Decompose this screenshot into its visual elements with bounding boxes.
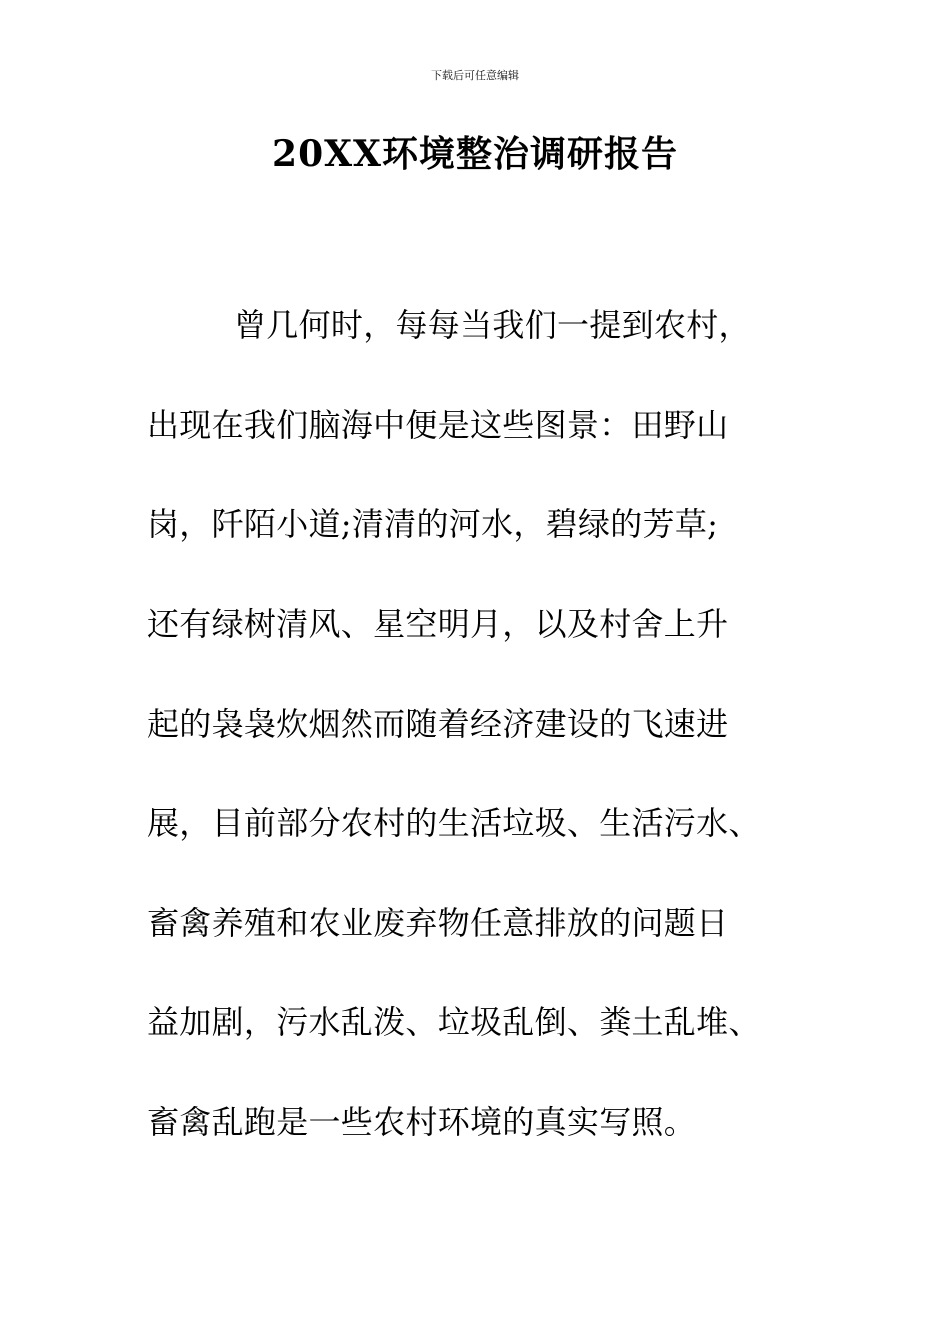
paragraph-line: 畜禽养殖和农业废弃物任意排放的问题日 xyxy=(147,904,729,942)
paragraph-line: 岗，阡陌小道;清清的河水，碧绿的芳草; xyxy=(147,505,719,543)
document-title: 20XX环境整治调研报告 xyxy=(272,133,678,175)
header-note: 下载后可任意编辑 xyxy=(431,69,519,82)
paragraph-line: 益加剧，污水乱泼、垃圾乱倒、粪土乱堆、 xyxy=(147,1003,761,1041)
paragraph-line: 畜禽乱跑是一些农村环境的真实写照。 xyxy=(147,1103,697,1141)
paragraph-line: 出现在我们脑海中便是这些图景：田野山 xyxy=(147,406,729,444)
paragraph-line: 曾几何时，每每当我们一提到农村， xyxy=(234,306,751,344)
paragraph-line: 起的袅袅炊烟然而随着经济建设的飞速进 xyxy=(147,705,729,743)
paragraph-line: 展，目前部分农村的生活垃圾、生活污水、 xyxy=(147,804,761,842)
paragraph-line: 还有绿树清风、星空明月，以及村舍上升 xyxy=(147,605,729,643)
